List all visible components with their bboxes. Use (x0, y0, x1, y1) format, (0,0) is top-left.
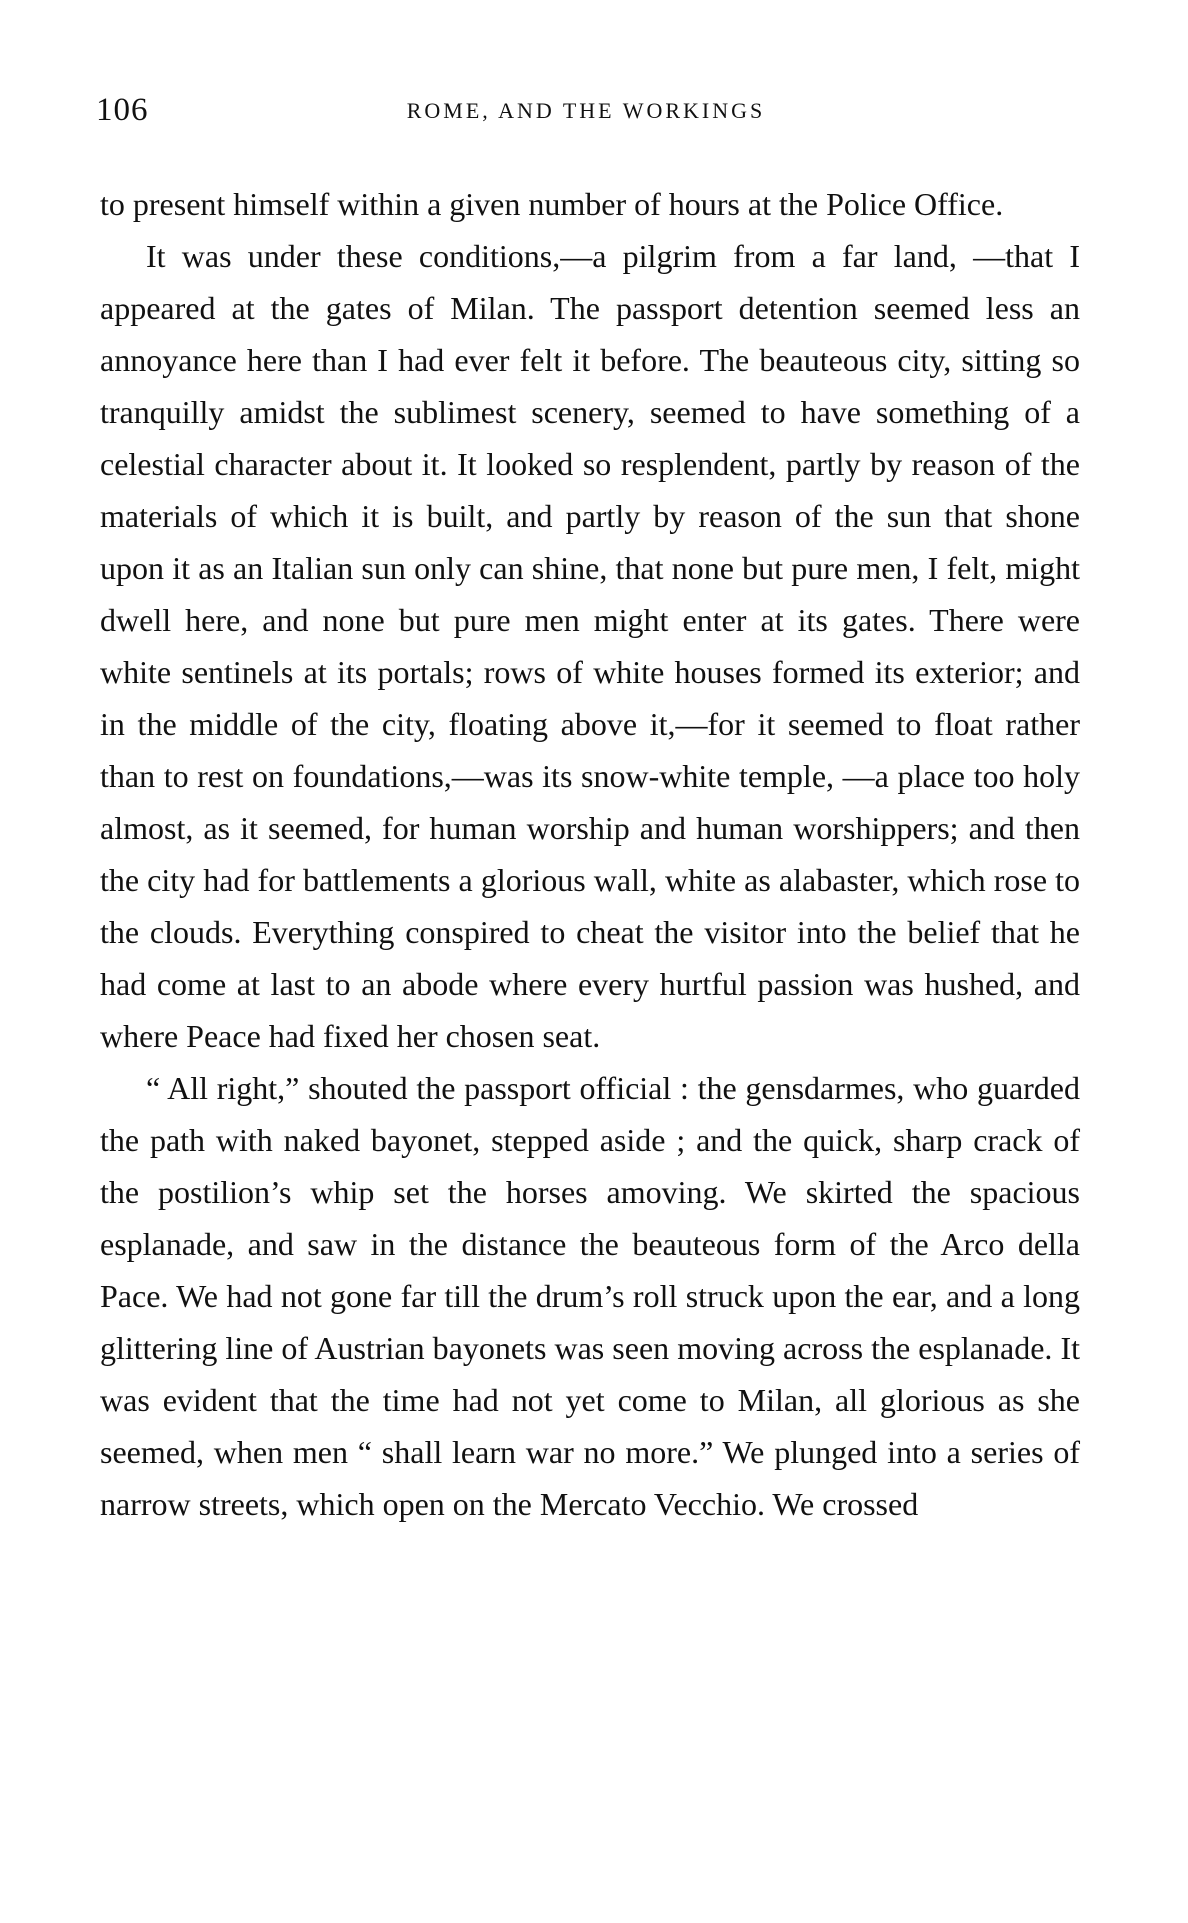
paragraph-all-right: “ All right,” shouted the passport official : the gensdarmes, who guarded the path with naked bayonet, stepped aside ; and the quick, sharp crack of the postilion’s whip set the horses amoving. We skirted the spacious esplanade, and saw in the distance the beauteous form of the Arco della Pace. We had not gone far till the drum’s roll struck upon the ear, and a long glittering line of Austrian bayonets was seen moving across the esplanade. It was evident that the time had not yet come to Milan, all glorious as she seemed, when men “ shall learn war no more.” We plunged into a series of narrow streets, which open on the Mercato Vecchio. We crossed (100, 1070, 1080, 1522)
page-number: 106 (96, 92, 149, 128)
page-header (96, 92, 1076, 132)
running-head: ROME, AND THE WORKINGS (406, 98, 766, 123)
paragraph-continuation: to present himself within a given number of hours at the Police Office. (100, 186, 1004, 222)
paragraph-milan-gates: It was under these conditions,—a pilgrim from a far land, —that I appeared at the gates of Milan. The passport detention seemed less an annoyance here than I had ever felt it before. The beauteous city, sitting so tranquilly amidst the sublimest scenery, seemed to have something of a celestial character about it. It looked so resplendent, partly by reason of the materials of which it is built, and partly by reason of the sun that shone upon it as an Italian sun only can shine, that none but pure men, I felt, might dwell here, and none but pure men might enter at its gates. There were white sentinels at its portals; rows of white houses formed its exterior; and in the middle of the city, floating above it,—for it seemed to float rather than to rest on foundations,—was its snow-white temple, —a place too holy almost, as it seemed, for human worship and human worshippers; and then the city had for battlements a glorious wall, white as alabaster, which rose to the clouds. Everything conspired to cheat the visitor into the belief that he had come at last to an abode where every hurtful passion was hushed, and where Peace had fixed her chosen seat. (100, 238, 1080, 1054)
body-text (100, 178, 1080, 1530)
